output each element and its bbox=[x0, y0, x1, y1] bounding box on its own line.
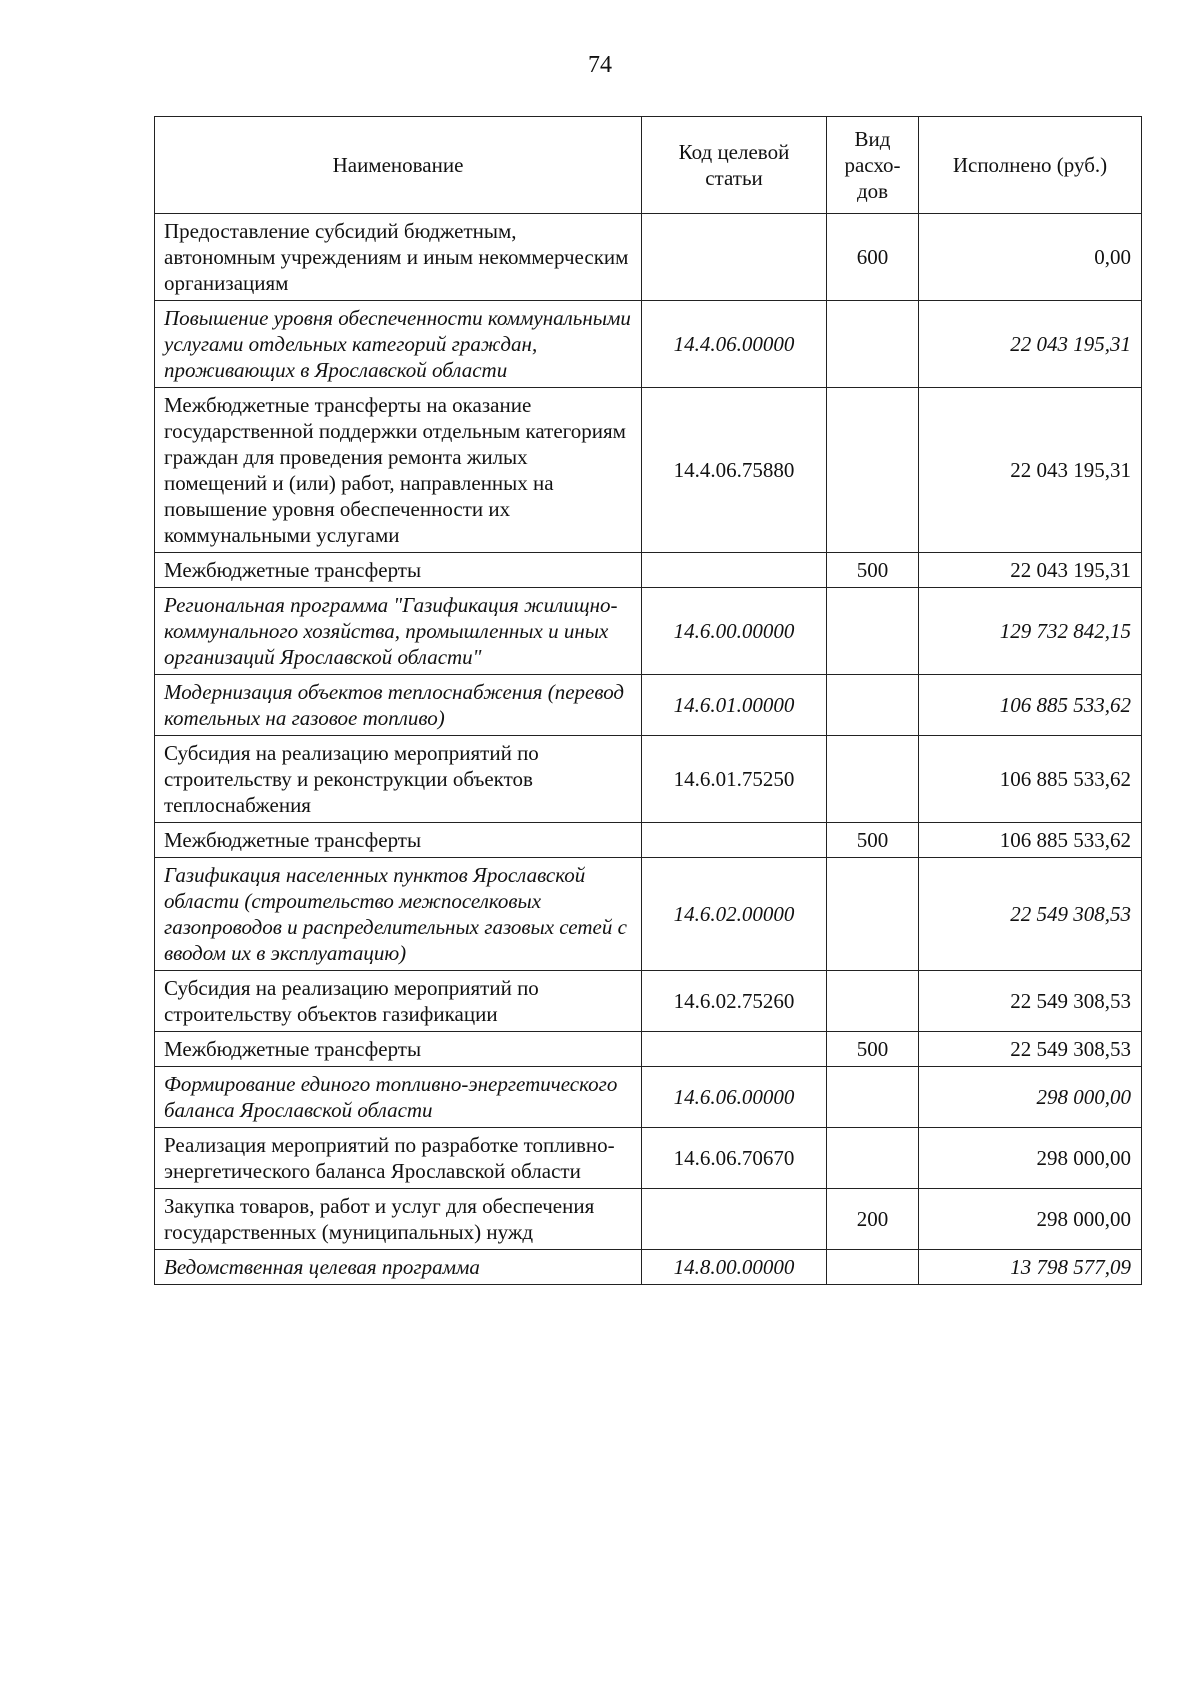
table-row bbox=[155, 1067, 1142, 1128]
row-amount-cell: 106 885 533,62 bbox=[919, 675, 1142, 736]
row-name-cell: Ведомственная целевая программа bbox=[155, 1250, 642, 1285]
table-row bbox=[155, 823, 1142, 858]
row-code-cell: 14.6.06.70670 bbox=[642, 1128, 827, 1189]
budget-table bbox=[154, 116, 1142, 1285]
row-amount-cell: 22 043 195,31 bbox=[919, 553, 1142, 588]
row-amount-cell: 22 043 195,31 bbox=[919, 388, 1142, 553]
table-row bbox=[155, 1128, 1142, 1189]
row-kind-cell: 600 bbox=[827, 214, 919, 301]
row-kind-cell bbox=[827, 736, 919, 823]
row-name-cell: Формирование единого топливно-энергетического баланса Ярославской области bbox=[155, 1067, 642, 1128]
table-header-row bbox=[155, 117, 1142, 214]
row-amount-cell: 22 549 308,53 bbox=[919, 971, 1142, 1032]
row-code-cell bbox=[642, 823, 827, 858]
row-code-cell: 14.6.01.00000 bbox=[642, 675, 827, 736]
row-amount-cell: 106 885 533,62 bbox=[919, 736, 1142, 823]
row-code-cell: 14.6.00.00000 bbox=[642, 588, 827, 675]
row-name-cell: Межбюджетные трансферты bbox=[155, 1032, 642, 1067]
table-row bbox=[155, 675, 1142, 736]
row-kind-cell bbox=[827, 388, 919, 553]
row-code-cell bbox=[642, 214, 827, 301]
row-name-cell: Субсидия на реализацию мероприятий по строительству объектов газификации bbox=[155, 971, 642, 1032]
row-name-cell: Закупка товаров, работ и услуг для обеспечения государственных (муниципальных) нужд bbox=[155, 1189, 642, 1250]
table-row bbox=[155, 214, 1142, 301]
table-row bbox=[155, 858, 1142, 971]
row-name-cell: Субсидия на реализацию мероприятий по строительству и реконструкции объектов теплоснабжения bbox=[155, 736, 642, 823]
row-kind-cell bbox=[827, 588, 919, 675]
row-amount-cell: 298 000,00 bbox=[919, 1067, 1142, 1128]
row-name-cell: Модернизация объектов теплоснабжения (перевод котельных на газовое топливо) bbox=[155, 675, 642, 736]
row-name-cell: Региональная программа "Газификация жилищно-коммунального хозяйства, промышленных и иных организаций Ярославской области" bbox=[155, 588, 642, 675]
table-body bbox=[155, 214, 1142, 1285]
table-row bbox=[155, 1250, 1142, 1285]
row-kind-cell: 500 bbox=[827, 1032, 919, 1067]
row-amount-cell: 22 549 308,53 bbox=[919, 1032, 1142, 1067]
row-code-cell: 14.4.06.00000 bbox=[642, 301, 827, 388]
row-code-cell: 14.8.00.00000 bbox=[642, 1250, 827, 1285]
row-amount-cell: 22 043 195,31 bbox=[919, 301, 1142, 388]
row-amount-cell: 22 549 308,53 bbox=[919, 858, 1142, 971]
page-number: 74 bbox=[588, 52, 612, 78]
row-kind-cell: 200 bbox=[827, 1189, 919, 1250]
table-row bbox=[155, 588, 1142, 675]
row-code-cell: 14.6.02.00000 bbox=[642, 858, 827, 971]
row-code-cell: 14.6.02.75260 bbox=[642, 971, 827, 1032]
row-amount-cell: 298 000,00 bbox=[919, 1128, 1142, 1189]
header-kind: Вид расхо-дов bbox=[827, 117, 919, 214]
row-kind-cell bbox=[827, 1250, 919, 1285]
table-row bbox=[155, 301, 1142, 388]
header-code: Код целевой статьи bbox=[642, 117, 827, 214]
row-kind-cell bbox=[827, 1128, 919, 1189]
row-name-cell: Межбюджетные трансферты на оказание государственной поддержки отдельным категориям граждан для проведения ремонта жилых помещений и (или) работ, направленных на повышение уровня обеспеченности их коммунальными услугами bbox=[155, 388, 642, 553]
table-row bbox=[155, 553, 1142, 588]
row-code-cell: 14.4.06.75880 bbox=[642, 388, 827, 553]
row-name-cell: Предоставление субсидий бюджетным, автономным учреждениям и иным некоммерческим организациям bbox=[155, 214, 642, 301]
row-name-cell: Реализация мероприятий по разработке топливно-энергетического баланса Ярославской области bbox=[155, 1128, 642, 1189]
header-amount: Исполнено (руб.) bbox=[919, 117, 1142, 214]
row-kind-cell: 500 bbox=[827, 553, 919, 588]
table-row bbox=[155, 1032, 1142, 1067]
row-name-cell: Газификация населенных пунктов Ярославской области (строительство межпоселковых газопроводов и распределительных газовых сетей с вводом их в эксплуатацию) bbox=[155, 858, 642, 971]
row-name-cell: Межбюджетные трансферты bbox=[155, 553, 642, 588]
row-code-cell bbox=[642, 553, 827, 588]
table-row bbox=[155, 1189, 1142, 1250]
row-kind-cell bbox=[827, 858, 919, 971]
row-name-cell: Межбюджетные трансферты bbox=[155, 823, 642, 858]
row-kind-cell: 500 bbox=[827, 823, 919, 858]
header-name: Наименование bbox=[155, 117, 642, 214]
row-code-cell bbox=[642, 1189, 827, 1250]
row-amount-cell: 13 798 577,09 bbox=[919, 1250, 1142, 1285]
row-kind-cell bbox=[827, 971, 919, 1032]
row-code-cell: 14.6.01.75250 bbox=[642, 736, 827, 823]
row-name-cell: Повышение уровня обеспеченности коммунальными услугами отдельных категорий граждан, проживающих в Ярославской области bbox=[155, 301, 642, 388]
table-row bbox=[155, 388, 1142, 553]
table-row bbox=[155, 736, 1142, 823]
row-code-cell: 14.6.06.00000 bbox=[642, 1067, 827, 1128]
row-kind-cell bbox=[827, 675, 919, 736]
row-amount-cell: 0,00 bbox=[919, 214, 1142, 301]
row-code-cell bbox=[642, 1032, 827, 1067]
row-amount-cell: 129 732 842,15 bbox=[919, 588, 1142, 675]
row-amount-cell: 106 885 533,62 bbox=[919, 823, 1142, 858]
table-row bbox=[155, 971, 1142, 1032]
row-kind-cell bbox=[827, 1067, 919, 1128]
row-amount-cell: 298 000,00 bbox=[919, 1189, 1142, 1250]
row-kind-cell bbox=[827, 301, 919, 388]
